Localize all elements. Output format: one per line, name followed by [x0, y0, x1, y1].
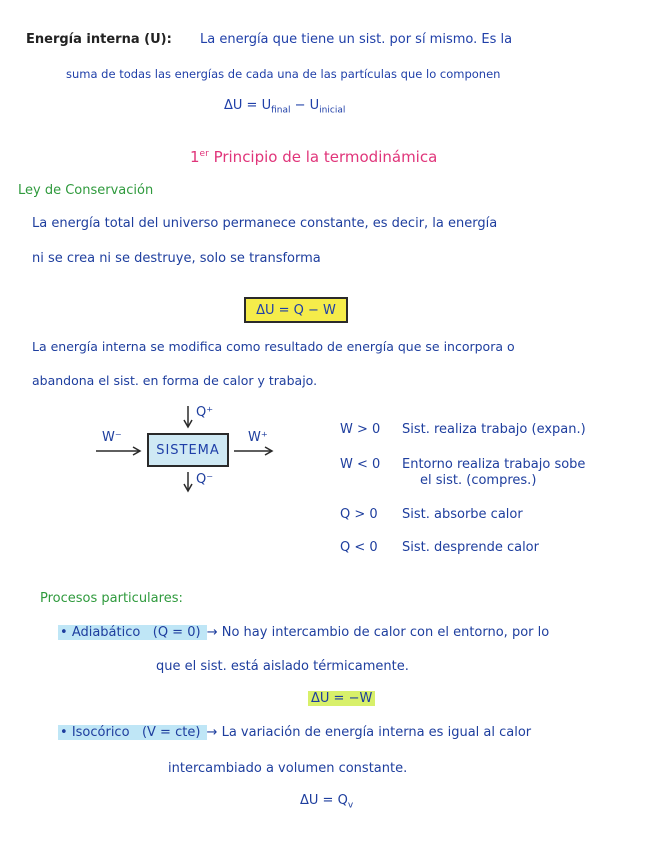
system-box: [147, 433, 229, 467]
isochoric-item: [58, 725, 531, 740]
convention-desc: Sist. desprende calor: [402, 540, 539, 555]
arrow-icon: →: [206, 625, 218, 640]
w-minus-label: W⁻: [102, 430, 122, 445]
bullet: •: [60, 725, 68, 740]
convention-desc: Sist. absorbe calor: [402, 507, 523, 522]
convention-desc: Entorno realiza trabajo sobe: [402, 457, 586, 472]
adiabatic-formula: [308, 691, 375, 706]
formula-part: ΔU = U: [224, 98, 272, 113]
isochoric-formula: [300, 793, 353, 811]
bullet: •: [60, 625, 68, 640]
modifies-line-1: La energía interna se modifica como resultado de energía que se incorpora o: [32, 339, 515, 354]
system-label: SISTEMA: [156, 442, 220, 458]
title-number: 1: [190, 148, 200, 166]
formula-part: ΔU = Q: [300, 793, 348, 808]
term-internal-energy: Energía interna (U):: [26, 32, 172, 47]
convention-sign: W > 0: [340, 422, 381, 437]
formula-subscript-v: v: [347, 800, 354, 811]
q-minus-label: Q⁻: [196, 472, 214, 487]
adiabatic-condition: (Q = 0): [152, 625, 201, 640]
title-superscript: er: [199, 149, 209, 159]
adiabatic-formula-text: ΔU = −W: [308, 691, 375, 706]
formula-part: − U: [290, 98, 320, 113]
law-heading: Ley de Conservación: [18, 183, 154, 198]
adiabatic-line-1: No hay intercambio de calor con el entorno, por lo: [221, 625, 550, 640]
convention-sign: Q > 0: [340, 507, 378, 522]
w-plus-label: W⁺: [248, 430, 268, 445]
convention-sign: Q < 0: [340, 540, 378, 555]
arrow-icon: →: [206, 725, 218, 740]
isochoric-line-2: intercambiado a volumen constante.: [168, 761, 408, 776]
definition-line-1: La energía que tiene un sist. por sí mismo. Es la: [200, 32, 513, 47]
first-law-formula: ΔU = Q − W: [256, 302, 336, 318]
formula-subscript-final: final: [271, 105, 291, 116]
adiabatic-item: [58, 625, 549, 640]
isochoric-highlight: [58, 725, 207, 740]
processes-heading: Procesos particulares:: [40, 591, 183, 606]
title-text: Principio de la termodinámica: [208, 148, 438, 166]
law-line-1: La energía total del universo permanece constante, es decir, la energía: [32, 216, 498, 231]
convention-desc-cont: el sist. (compres.): [420, 473, 537, 488]
modifies-line-2: abandona el sist. en forma de calor y trabajo.: [32, 373, 318, 388]
adiabatic-name: Adiabático: [71, 625, 141, 640]
formula-subscript-initial: inicial: [319, 105, 346, 116]
isochoric-line-1: La variación de energía interna es igual al calor: [221, 725, 532, 740]
definition-line-2: suma de todas las energías de cada una de las partículas que lo componen: [66, 67, 501, 81]
q-plus-label: Q⁺: [196, 405, 214, 420]
law-line-2: ni se crea ni se destruye, solo se transforma: [32, 251, 321, 266]
adiabatic-highlight: [58, 625, 207, 640]
isochoric-condition: (V = cte): [141, 725, 201, 740]
convention-sign: W < 0: [340, 457, 381, 472]
adiabatic-line-2: que el sist. está aislado térmicamente.: [156, 659, 409, 674]
convention-desc: Sist. realiza trabajo (expan.): [402, 422, 586, 437]
isochoric-name: Isocórico: [71, 725, 130, 740]
